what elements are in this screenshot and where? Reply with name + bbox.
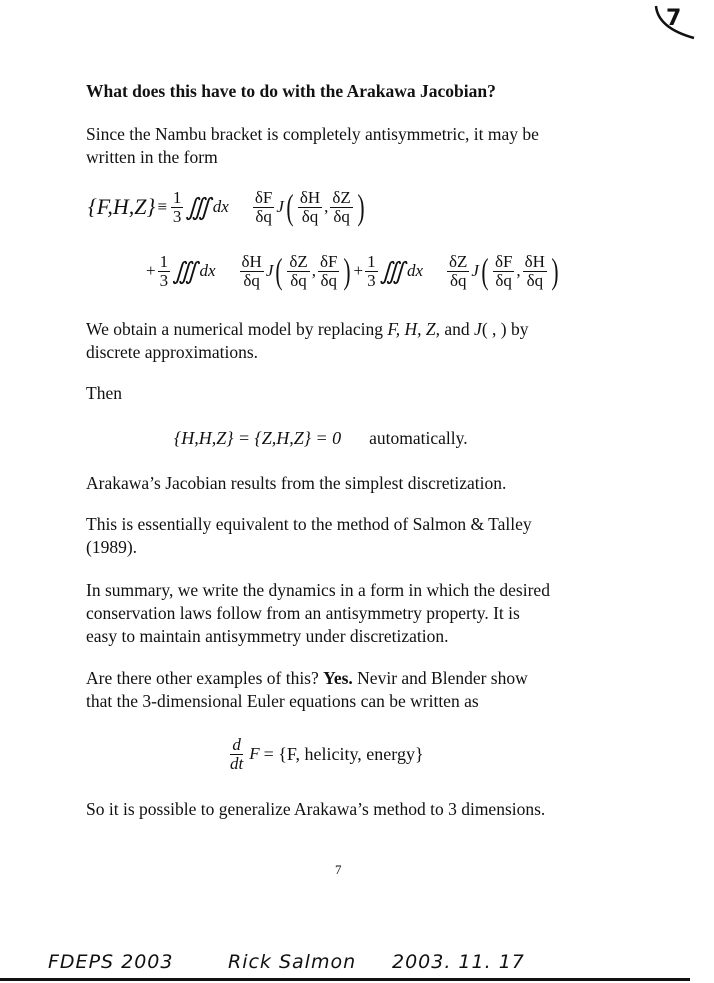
triple-integral: ∭ <box>185 194 205 221</box>
frac-num: d <box>232 734 241 754</box>
frac-den: δq <box>290 270 307 290</box>
jacobian-symbol: J <box>265 261 274 280</box>
dx: dx <box>199 261 216 280</box>
frac-den: dt <box>230 753 244 773</box>
page-mark <box>650 4 702 40</box>
footer-author: Rick Salmon <box>228 951 357 973</box>
equation-rhs: = {F, helicity, energy} <box>263 743 424 764</box>
jacobian-symbol: J <box>471 261 479 280</box>
frac-den: δq <box>320 270 337 290</box>
page-mark-number: 7 <box>666 6 682 31</box>
frac-num: δF <box>320 251 338 271</box>
jacobian-symbol: J <box>276 197 284 216</box>
frac-den: δq <box>526 270 544 290</box>
frac-num: 1 <box>367 251 376 271</box>
paragraph-5-line-2: conservation laws follow from an antisymmetry property. It is <box>86 603 520 623</box>
frac-den: δq <box>243 270 260 290</box>
equation-expression: {H,H,Z} = {Z,H,Z} = 0 <box>174 427 342 448</box>
frac-num: 1 <box>172 187 182 207</box>
frac-den: 3 <box>159 270 169 290</box>
paragraph-2-line-2: discrete approximations. <box>86 342 259 362</box>
section-heading: What does this have to do with the Arakawa Jacobian? <box>86 81 496 101</box>
paragraph-5-line-1: In summary, we write the dynamics in a form in which the desired <box>86 580 550 600</box>
paragraph-4-line-1: This is essentially equivalent to the method of Salmon & Talley <box>86 514 532 534</box>
plus-sign: + <box>146 261 156 280</box>
text: Are there other examples of this? <box>86 668 324 688</box>
frac-num: δH <box>241 251 262 271</box>
frac-den: δq <box>449 270 467 290</box>
triple-integral: ∭ <box>172 258 192 285</box>
frac-num: 1 <box>159 251 169 271</box>
frac-num: δH <box>299 187 321 207</box>
jacobian-symbol: J <box>474 319 482 339</box>
text: and <box>440 319 475 339</box>
paragraph-4-line-2: (1989). <box>86 537 138 557</box>
frac-num: δZ <box>289 251 308 271</box>
equation-euler <box>226 732 424 776</box>
variables: F, H, Z, <box>387 319 441 339</box>
then-text: Then <box>86 383 122 403</box>
text: ( , ) by <box>481 319 529 339</box>
paragraph-6-line-2: that the 3-dimensional Euler equations can be written as <box>86 691 479 711</box>
frac-num: δF <box>494 251 513 271</box>
dx: dx <box>212 197 229 216</box>
frac-den: 3 <box>172 206 182 226</box>
frac-den: 3 <box>367 270 376 290</box>
paragraph-7: So it is possible to generalize Arakawa’s method to 3 dimensions. <box>86 799 546 819</box>
bold-text: Yes. <box>323 668 353 688</box>
triple-integral: ∭ <box>379 258 399 285</box>
frac-num: δZ <box>332 187 351 207</box>
footer-date: 2003. 11. 17 <box>392 951 525 973</box>
paragraph-1-line-2: written in the form <box>86 147 218 167</box>
frac-den: δq <box>301 206 319 226</box>
frac-num: δZ <box>449 251 468 271</box>
frac-num: δH <box>524 251 545 271</box>
paragraph-1-line-1: Since the Nambu bracket is completely antisymmetric, it may be <box>86 124 539 144</box>
frac-den: δq <box>333 206 350 226</box>
equation-nambu-line-2: + $\frac{1}{3}$ ∭ dx $\frac{\delta H}{\delta q}$ J ( $\frac{\delta Z}{\delta q}$ , $\frac{\delta F}{\delta q}$ ) + $\frac{1}{3}$ ∭ dx $\frac{\delta Z}{\delta q}$ J ( $\frac{\delta F}{\delta q}$ , $\frac{\delta H}{\delta q}$ ) <box>146 251 559 291</box>
paragraph-6-line-1 <box>86 667 528 690</box>
footer-rule <box>0 978 690 981</box>
frac-num: δF <box>254 187 273 207</box>
page-number: 7 <box>335 862 342 877</box>
paragraph-3: Arakawa’s Jacobian results from the simplest discretization. <box>86 473 507 493</box>
plus-sign: + <box>353 261 364 280</box>
paragraph-5-line-3: easy to maintain antisymmetry under discretization. <box>86 626 449 646</box>
frac-den: δq <box>255 206 272 226</box>
equation-nambu-line-1: {F,H,Z} ≡ $\frac{1}{3}$ ∭ dx $\frac{\delta F}{\delta q}$ J ( $\frac{\delta H}{\delta q}$ , $\frac{\delta Z}{\delta q}$ ) <box>88 187 365 227</box>
paragraph-2-line-1 <box>86 318 528 341</box>
footer-event: FDEPS 2003 <box>48 951 174 973</box>
equation-note: automatically. <box>369 427 468 448</box>
equiv-sign: ≡ <box>157 197 167 216</box>
frac-den: δq <box>495 270 512 290</box>
bracket-lhs: {F,H,Z} <box>88 194 156 219</box>
text: We obtain a numerical model by replacing <box>86 319 388 339</box>
variable-f: F <box>249 744 260 763</box>
text: Nevir and Blender show <box>352 668 528 688</box>
equation-automatic <box>174 424 468 452</box>
dx: dx <box>406 261 423 280</box>
